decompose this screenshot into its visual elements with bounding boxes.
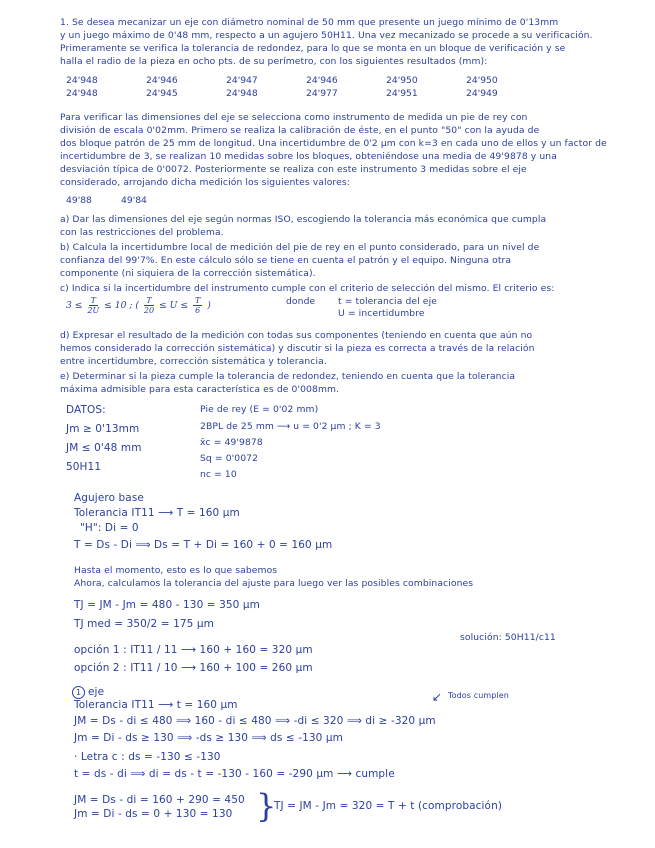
hole-tolerance: Tolerancia IT11 ⟶ T = 160 µm: [74, 507, 240, 519]
datos-max-clearance: JM ≤ 0'48 mm: [66, 442, 142, 454]
check-max-clearance: JM = Ds - di = 160 + 290 = 450: [74, 794, 245, 806]
question-d-line-3: entre incertidumbre, corrección sistemática y tolerancia.: [60, 356, 327, 367]
datos-hole-fit: 50H11: [66, 461, 102, 473]
note-line-1: Hasta el momento, esto es lo que sabemos: [74, 565, 278, 576]
solution-result: solución: 50H11/c11: [460, 632, 556, 643]
note-arrow-icon: ↙: [432, 690, 443, 704]
criterion-mid2: ≤ U ≤: [159, 300, 189, 311]
datos-label: DATOS:: [66, 404, 106, 416]
verification-line-6: considerado, arrojando dicha medición los siguientes valores:: [60, 177, 350, 188]
fraction-denominator: 6: [195, 306, 201, 315]
measurement-value: 49'88: [66, 195, 92, 206]
check-fit-tolerance: TJ = JM - Jm = 320 = T + t (comprobación): [274, 800, 503, 812]
verification-line-2: división de escala 0'02mm. Primero se realiza la calibración de éste, en el punto "50" con la ayuda de: [60, 125, 540, 136]
note-line-2: Ahora, calculamos la tolerancia del ajuste para luego ver las posibles combinaciones: [74, 578, 474, 589]
verification-line-4: incertidumbre de 3, se realizan 10 medidas sobre los bloques, obteniéndose una media de 49'9878 y una: [60, 151, 557, 162]
fraction-numerator: T: [146, 296, 152, 305]
result-value: 24'945: [146, 88, 178, 99]
shaft-letter-c: · Letra c : ds = -130 ≤ -130: [74, 751, 221, 763]
fraction-t-over-20: [144, 296, 154, 315]
fraction-t-over-6: [193, 296, 202, 315]
result-value: 24'947: [226, 75, 258, 86]
check-min-clearance: Jm = Di - ds = 0 + 130 = 130: [74, 808, 233, 820]
datos-caliper: Pie de rey (E = 0'02 mm): [200, 404, 319, 415]
criterion-definition-t: t = tolerancia del eje: [338, 296, 437, 307]
criterion-definition-u: U = incertidumbre: [338, 308, 425, 319]
datos-min-clearance: Jm ≥ 0'13mm: [66, 423, 140, 435]
verification-line-5: desviación típica de 0'0072. Posteriormente se realiza con este instrumento 3 medidas sobre el eje: [60, 164, 527, 175]
datos-mean: x̄c = 49'9878: [200, 437, 263, 448]
question-b-line-2: confianza del 99'7%. En este cálculo sólo se tiene en cuenta el patrón y el equipo. Ninguna otra: [60, 255, 512, 266]
question-b-line-1: b) Calcula la incertidumbre local de medición del pie de rey en el punto considerado, para un nivel de: [60, 242, 540, 253]
shaft-tolerance: Tolerancia IT11 ⟶ t = 160 µm: [74, 699, 238, 711]
question-e-line-1: e) Determinar si la pieza cumple la tolerancia de redondez, teniendo en cuenta que la tolerancia: [60, 371, 516, 382]
datos-n-measurements: nc = 10: [200, 469, 237, 480]
problem-line-2: y un juego máximo de 0'48 mm, respecto a un agujero 50H11. Una vez mecanizado se procede a su verificación.: [60, 30, 593, 41]
verification-line-1: Para verificar las dimensiones del eje se selecciona como instrumento de medida un pie de rey con: [60, 112, 528, 123]
criterion-formula: [66, 296, 211, 315]
question-c: c) Indica si la incertidumbre del instrumento cumple con el criterio de selección del mismo. El criterio es:: [60, 283, 555, 294]
result-value: 24'948: [66, 88, 98, 99]
measurement-values: [66, 195, 201, 206]
fraction-numerator: T: [90, 296, 96, 305]
criterion-lhs: 3 ≤: [66, 300, 83, 311]
fit-tolerance-half: TJ med = 350/2 = 175 µm: [74, 618, 214, 630]
fraction-t-over-2u: [87, 296, 99, 315]
result-value: 24'949: [466, 88, 498, 99]
circled-number: 1: [72, 686, 85, 699]
shaft-title: eje: [88, 686, 105, 698]
result-value: 24'946: [306, 75, 338, 86]
question-d-line-1: d) Expresar el resultado de la medición con todas sus componentes (teniendo en cuenta que aún no: [60, 330, 533, 341]
question-d-line-2: hemos considerado la corrección sistemática) y discutir si la pieza es correcta a través de la relación: [60, 343, 535, 354]
datos-std-dev: Sq = 0'0072: [200, 453, 259, 464]
result-value: 24'950: [386, 75, 418, 86]
question-e-line-2: máxima admisible para esta característica es de 0'008mm.: [60, 384, 340, 395]
fraction-denominator: 20: [143, 306, 155, 315]
criterion-donde: donde: [286, 296, 316, 307]
result-value: 24'977: [306, 88, 338, 99]
measurement-value: 49'84: [121, 195, 147, 206]
shaft-min-clearance: Jm = Di - ds ≥ 130 ⟹ -ds ≥ 130 ⟹ ds ≤ -130 µm: [74, 732, 343, 744]
result-value: 24'951: [386, 88, 418, 99]
fit-tolerance: TJ = JM - Jm = 480 - 130 = 350 µm: [74, 599, 261, 611]
fraction-numerator: T: [194, 296, 201, 305]
hole-base-title: Agujero base: [74, 492, 144, 504]
result-value: 24'948: [226, 88, 258, 99]
verification-line-3: dos bloque patrón de 25 mm de longitud. Una incertidumbre de 0'2 µm con k=3 en cada uno de ellos y un factor de: [60, 138, 607, 149]
hole-lower-deviation: "H": Di = 0: [80, 522, 139, 534]
result-value: 24'946: [146, 75, 178, 86]
result-value: 24'948: [66, 75, 98, 86]
shaft-lower-deviation: t = ds - di ⟹ di = ds - t = -130 - 160 = -290 µm ⟶ cumple: [74, 768, 395, 780]
results-row-2: [66, 88, 546, 99]
problem-line-4: halla el radio de la pieza en ocho pts. de su perímetro, con los siguientes resultados (mm):: [60, 56, 488, 67]
criterion-mid: ≤ 10 ; (: [104, 300, 139, 311]
results-row-1: [66, 75, 546, 86]
shaft-heading: [72, 686, 104, 699]
criterion-rhs: ): [207, 300, 211, 311]
datos-gauge-blocks: 2BPL de 25 mm ⟶ u = 0'2 µm ; K = 3: [200, 421, 381, 432]
problem-line-1: 1. Se desea mecanizar un eje con diámetro nominal de 50 mm que presente un juego mínimo de 0'13mm: [60, 17, 559, 28]
question-a-line-1: a) Dar las dimensiones del eje según normas ISO, escogiendo la tolerancia más económica que cumpla: [60, 214, 547, 225]
question-b-line-3: componente (ni siquiera de la corrección sistemática).: [60, 268, 316, 279]
right-brace-icon: }: [256, 787, 277, 825]
fraction-denominator: 2U: [87, 306, 100, 315]
problem-line-3: Primeramente se verifica la tolerancia de redondez, para lo que se monta en un bloque de verificación y se: [60, 43, 566, 54]
hole-upper-deviation: T = Ds - Di ⟹ Ds = T + Di = 160 + 0 = 160 µm: [74, 539, 333, 551]
all-comply-note: Todos cumplen: [448, 691, 509, 700]
option-1: opción 1 : IT11 / 11 ⟶ 160 + 160 = 320 µm: [74, 644, 313, 656]
question-a-line-2: con las restricciones del problema.: [60, 227, 224, 238]
option-2: opción 2 : IT11 / 10 ⟶ 160 + 100 = 260 µm: [74, 662, 313, 674]
shaft-max-clearance: JM = Ds - di ≤ 480 ⟹ 160 - di ≤ 480 ⟹ -di ≤ 320 ⟹ di ≥ -320 µm: [74, 715, 436, 727]
result-value: 24'950: [466, 75, 498, 86]
